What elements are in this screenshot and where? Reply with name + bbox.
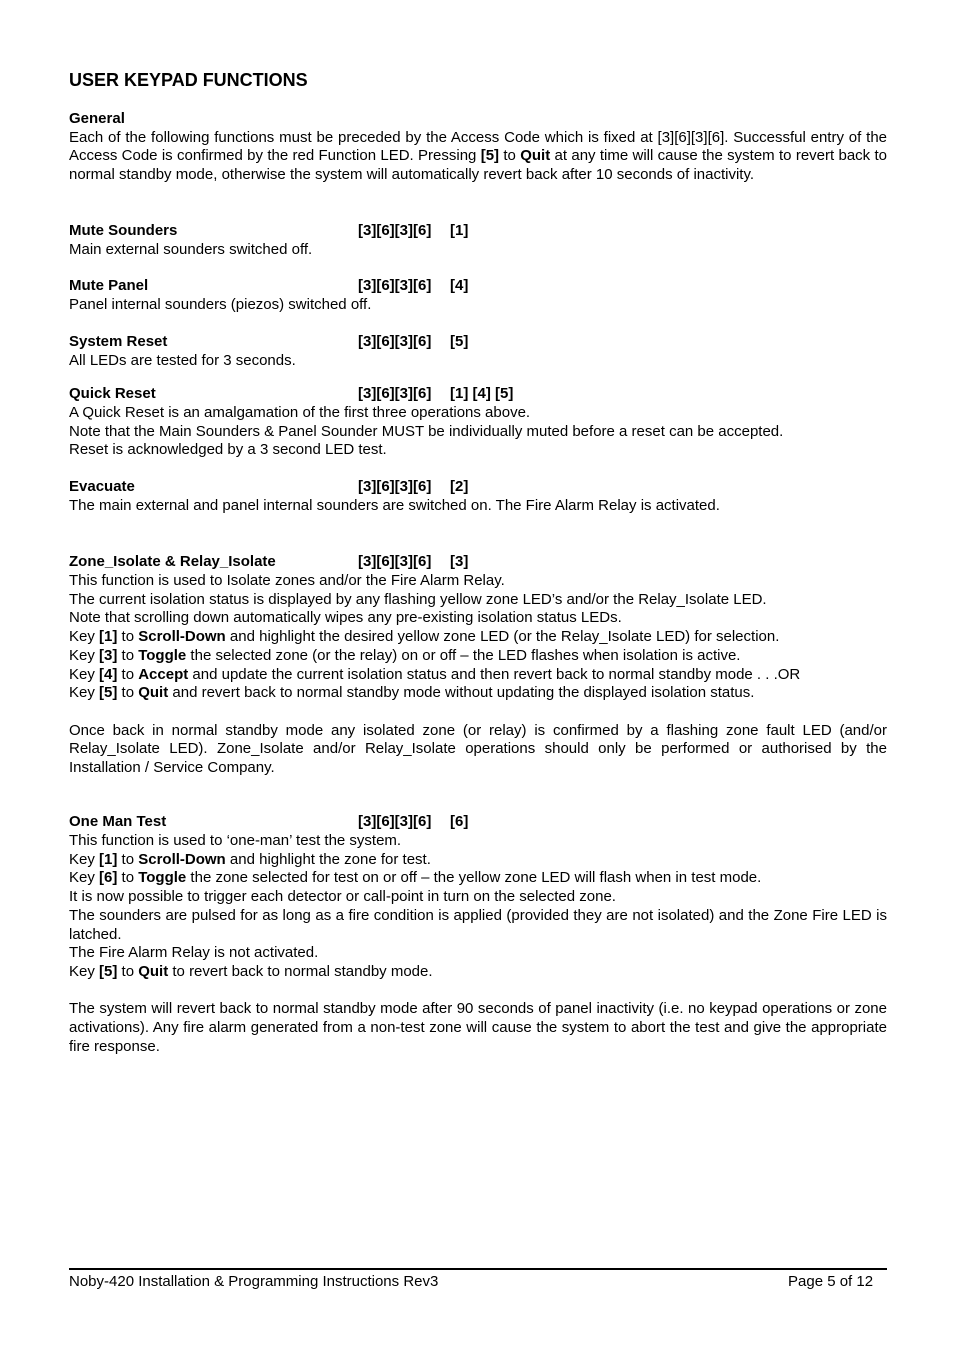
key-instruction	[69, 666, 887, 685]
description-line: This function is used to Isolate zones and/or the Fire Alarm Relay.	[69, 572, 505, 589]
system-reset-section	[69, 333, 887, 371]
to-word: to	[117, 684, 139, 702]
key-code: [5]	[99, 962, 118, 980]
key-code: [6]	[99, 869, 118, 887]
quick-reset-section	[69, 385, 887, 460]
function-description: All LEDs are tested for 3 seconds.	[69, 352, 296, 369]
key-rest: the zone selected for test on or off – the yellow zone LED will flash when in test mode.	[186, 869, 762, 887]
function-description: The main external and panel internal sounders are switched on. The Fire Alarm Relay is activated.	[69, 497, 720, 514]
description-line: This function is used to ‘one-man’ test the system.	[69, 832, 402, 849]
evacuate-section	[69, 478, 887, 516]
key-instruction	[69, 647, 887, 666]
description-line: Reset is acknowledged by a 3 second LED test.	[69, 441, 387, 459]
description-line: The current isolation status is displayed by any flashing yellow zone LED’s and/or the Relay_Isolate LED.	[69, 590, 767, 608]
key-code: [5]	[99, 684, 118, 702]
general-text-2: to	[499, 147, 521, 165]
function-row	[69, 553, 887, 572]
key-instruction	[69, 628, 887, 647]
key-action: Accept	[138, 665, 189, 683]
key-action: Toggle	[138, 869, 187, 887]
function-key: [1] [4] [5]	[450, 385, 514, 402]
function-row	[69, 277, 887, 296]
function-row	[69, 222, 887, 241]
access-code: [3][6][3][6]	[358, 277, 432, 294]
key-word: Key	[69, 665, 100, 683]
footer-page-number: Page 5 of 12	[788, 1273, 874, 1290]
to-word: to	[117, 962, 139, 980]
to-word: to	[117, 628, 139, 646]
key-rest: and revert back to normal standby mode without updating the displayed isolation status.	[168, 684, 755, 702]
function-name: Mute Sounders	[69, 222, 178, 239]
function-name: One Man Test	[69, 813, 167, 830]
access-code: [3][6][3][6]	[358, 813, 432, 830]
description-line: Note that scrolling down automatically wipes any pre-existing isolation status LEDs.	[69, 609, 622, 627]
key-rest: and highlight the zone for test.	[225, 850, 431, 868]
key-rest: to revert back to normal standby mode.	[168, 962, 433, 980]
to-word: to	[117, 646, 139, 664]
key-rest: and update the current isolation status and then revert back to normal standby mode . . .OR	[188, 665, 801, 683]
key-code: [3]	[99, 646, 118, 664]
function-key: [1]	[450, 222, 469, 239]
key-rest: and highlight the desired yellow zone LED (or the Relay_Isolate LED) for selection.	[225, 628, 780, 646]
key-instruction	[69, 851, 887, 870]
key-action: Scroll-Down	[138, 628, 226, 646]
function-name: Mute Panel	[69, 277, 149, 294]
key-word: Key	[69, 684, 100, 702]
footer-document-title: Noby-420 Installation & Programming Instructions Rev3	[69, 1273, 439, 1290]
description-line: It is now possible to trigger each detector or call-point in turn on the selected zone.	[69, 888, 616, 906]
function-row	[69, 813, 887, 832]
function-row	[69, 385, 887, 404]
key-instruction	[69, 869, 887, 888]
access-code: [3][6][3][6]	[358, 385, 432, 402]
key-action: Scroll-Down	[138, 850, 226, 868]
function-name: Zone_Isolate & Relay_Isolate	[69, 553, 276, 570]
isolate-section	[69, 553, 887, 778]
footer-divider	[69, 1268, 887, 1270]
description-line: The sounders are pulsed for as long as a fire condition is applied (provided they are not isolated) and the Zone Fire LED is latched.	[69, 906, 887, 943]
function-row	[69, 333, 887, 352]
access-code: [3][6][3][6]	[358, 478, 432, 495]
function-row	[69, 478, 887, 497]
key-action: Toggle	[138, 646, 187, 664]
one-man-test-section	[69, 813, 887, 1056]
general-quit: Quit	[520, 147, 551, 165]
access-code: [3][6][3][6]	[358, 222, 432, 239]
description-line: A Quick Reset is an amalgamation of the first three operations above.	[69, 404, 531, 421]
function-key: [4]	[450, 277, 469, 294]
to-word: to	[117, 869, 139, 887]
function-key: [5]	[450, 333, 469, 350]
general-heading: General	[69, 110, 125, 127]
page-title: USER KEYPAD FUNCTIONS	[69, 70, 308, 90]
key-rest: the selected zone (or the relay) on or off – the LED flashes when isolation is active.	[186, 646, 741, 664]
key-word: Key	[69, 869, 100, 887]
mute-sounders-section	[69, 222, 887, 260]
mute-panel-section	[69, 277, 887, 315]
general-key-5: [5]	[480, 147, 500, 165]
function-description: Panel internal sounders (piezos) switched off.	[69, 296, 372, 313]
key-code: [1]	[99, 628, 118, 646]
general-text-1: Each of the following functions must be preceded by the Access Code which is fixed at [3][6][3][6]. Successful entry of the Access Code is confirmed by the red Function LED. Pressing	[69, 128, 887, 165]
key-word: Key	[69, 628, 100, 646]
general-paragraph	[69, 129, 887, 185]
function-name: System Reset	[69, 333, 168, 350]
access-code: [3][6][3][6]	[358, 553, 432, 570]
key-instruction	[69, 684, 887, 703]
function-key: [3]	[450, 553, 469, 570]
key-word: Key	[69, 850, 100, 868]
to-word: to	[117, 665, 139, 683]
function-key: [2]	[450, 478, 469, 495]
description-line: Note that the Main Sounders & Panel Sounder MUST be individually muted before a reset can be accepted.	[69, 422, 784, 440]
key-instruction	[69, 963, 887, 982]
access-code: [3][6][3][6]	[358, 333, 432, 350]
function-name: Quick Reset	[69, 385, 156, 402]
general-text-3: at any time will cause the system to revert back to normal standby mode, otherwise the system will automatically revert back after 10 seconds of inactivity.	[69, 147, 887, 184]
key-code: [4]	[99, 665, 118, 683]
general-section	[69, 110, 887, 185]
isolate-note: Once back in normal standby mode any isolated zone (or relay) is confirmed by a flashing zone fault LED (and/or Relay_Isolate LED). Zone_Isolate and/or Relay_Isolate operations should only be performed or authorised by the Installation / Service Company.	[69, 721, 887, 777]
key-action: Quit	[138, 962, 169, 980]
to-word: to	[117, 850, 139, 868]
one-man-test-note: The system will revert back to normal standby mode after 90 seconds of panel inactivity (i.e. no keypad operations or zone activations). Any fire alarm generated from a non-test zone will cause the system to abort the test and give the appropriate fire response.	[69, 1000, 887, 1055]
description-line: The Fire Alarm Relay is not activated.	[69, 944, 319, 962]
function-description: Main external sounders switched off.	[69, 241, 313, 258]
key-word: Key	[69, 962, 100, 980]
key-action: Quit	[138, 684, 169, 702]
function-key: [6]	[450, 813, 469, 830]
key-word: Key	[69, 646, 100, 664]
key-code: [1]	[99, 850, 118, 868]
function-name: Evacuate	[69, 478, 135, 495]
